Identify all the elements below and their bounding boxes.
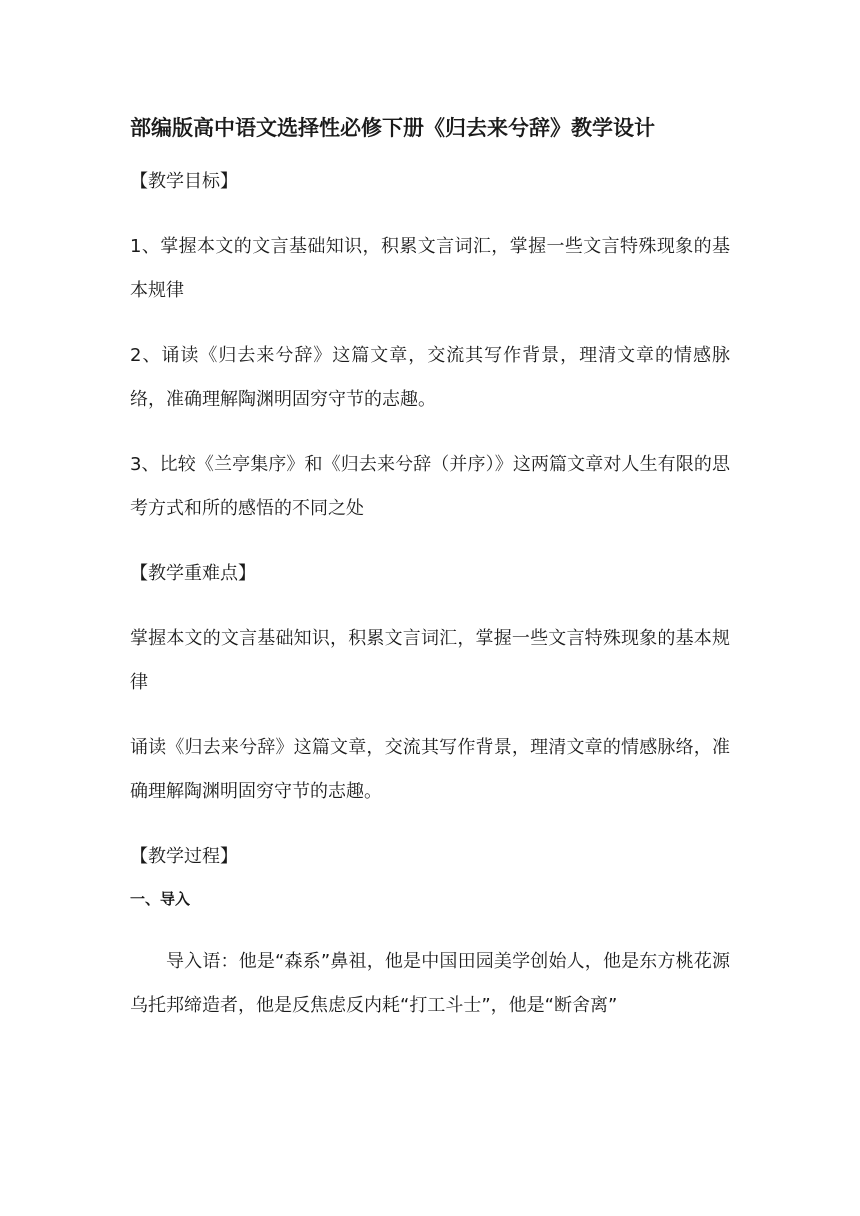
process-heading: 【教学过程】	[130, 846, 238, 867]
section-heading-intro: 一、导入	[130, 890, 191, 908]
intro-paragraph: 导入语：他是“森系”鼻祖，他是中国田园美学创始人，他是东方桃花源乌托邦缔造者，他是反焦虑反内耗“打工斗士”，他是“断舍离”	[130, 951, 730, 1016]
document-body	[130, 108, 730, 1028]
objective-item: 1、掌握本文的文言基础知识，积累文言词汇，掌握一些文言特殊现象的基本规律	[130, 236, 730, 301]
key-point-item: 诵读《归去来兮辞》这篇文章，交流其写作背景，理清文章的情感脉络，准确理解陶渊明固穷守节的志趣。	[130, 737, 730, 802]
objective-item: 2、诵读《归去来兮辞》这篇文章，交流其写作背景，理清文章的情感脉络，准确理解陶渊明固穷守节的志趣。	[130, 345, 730, 410]
key-point-item: 掌握本文的文言基础知识，积累文言词汇，掌握一些文言特殊现象的基本规律	[130, 628, 730, 693]
objectives-heading: 【教学目标】	[130, 171, 238, 192]
objective-item: 3、比较《兰亭集序》和《归去来兮辞（并序）》这两篇文章对人生有限的思考方式和所的感悟的不同之处	[130, 454, 730, 519]
key-points-heading: 【教学重难点】	[130, 563, 256, 584]
document-title: 部编版高中语文选择性必修下册《归去来兮辞》教学设计	[130, 116, 655, 140]
